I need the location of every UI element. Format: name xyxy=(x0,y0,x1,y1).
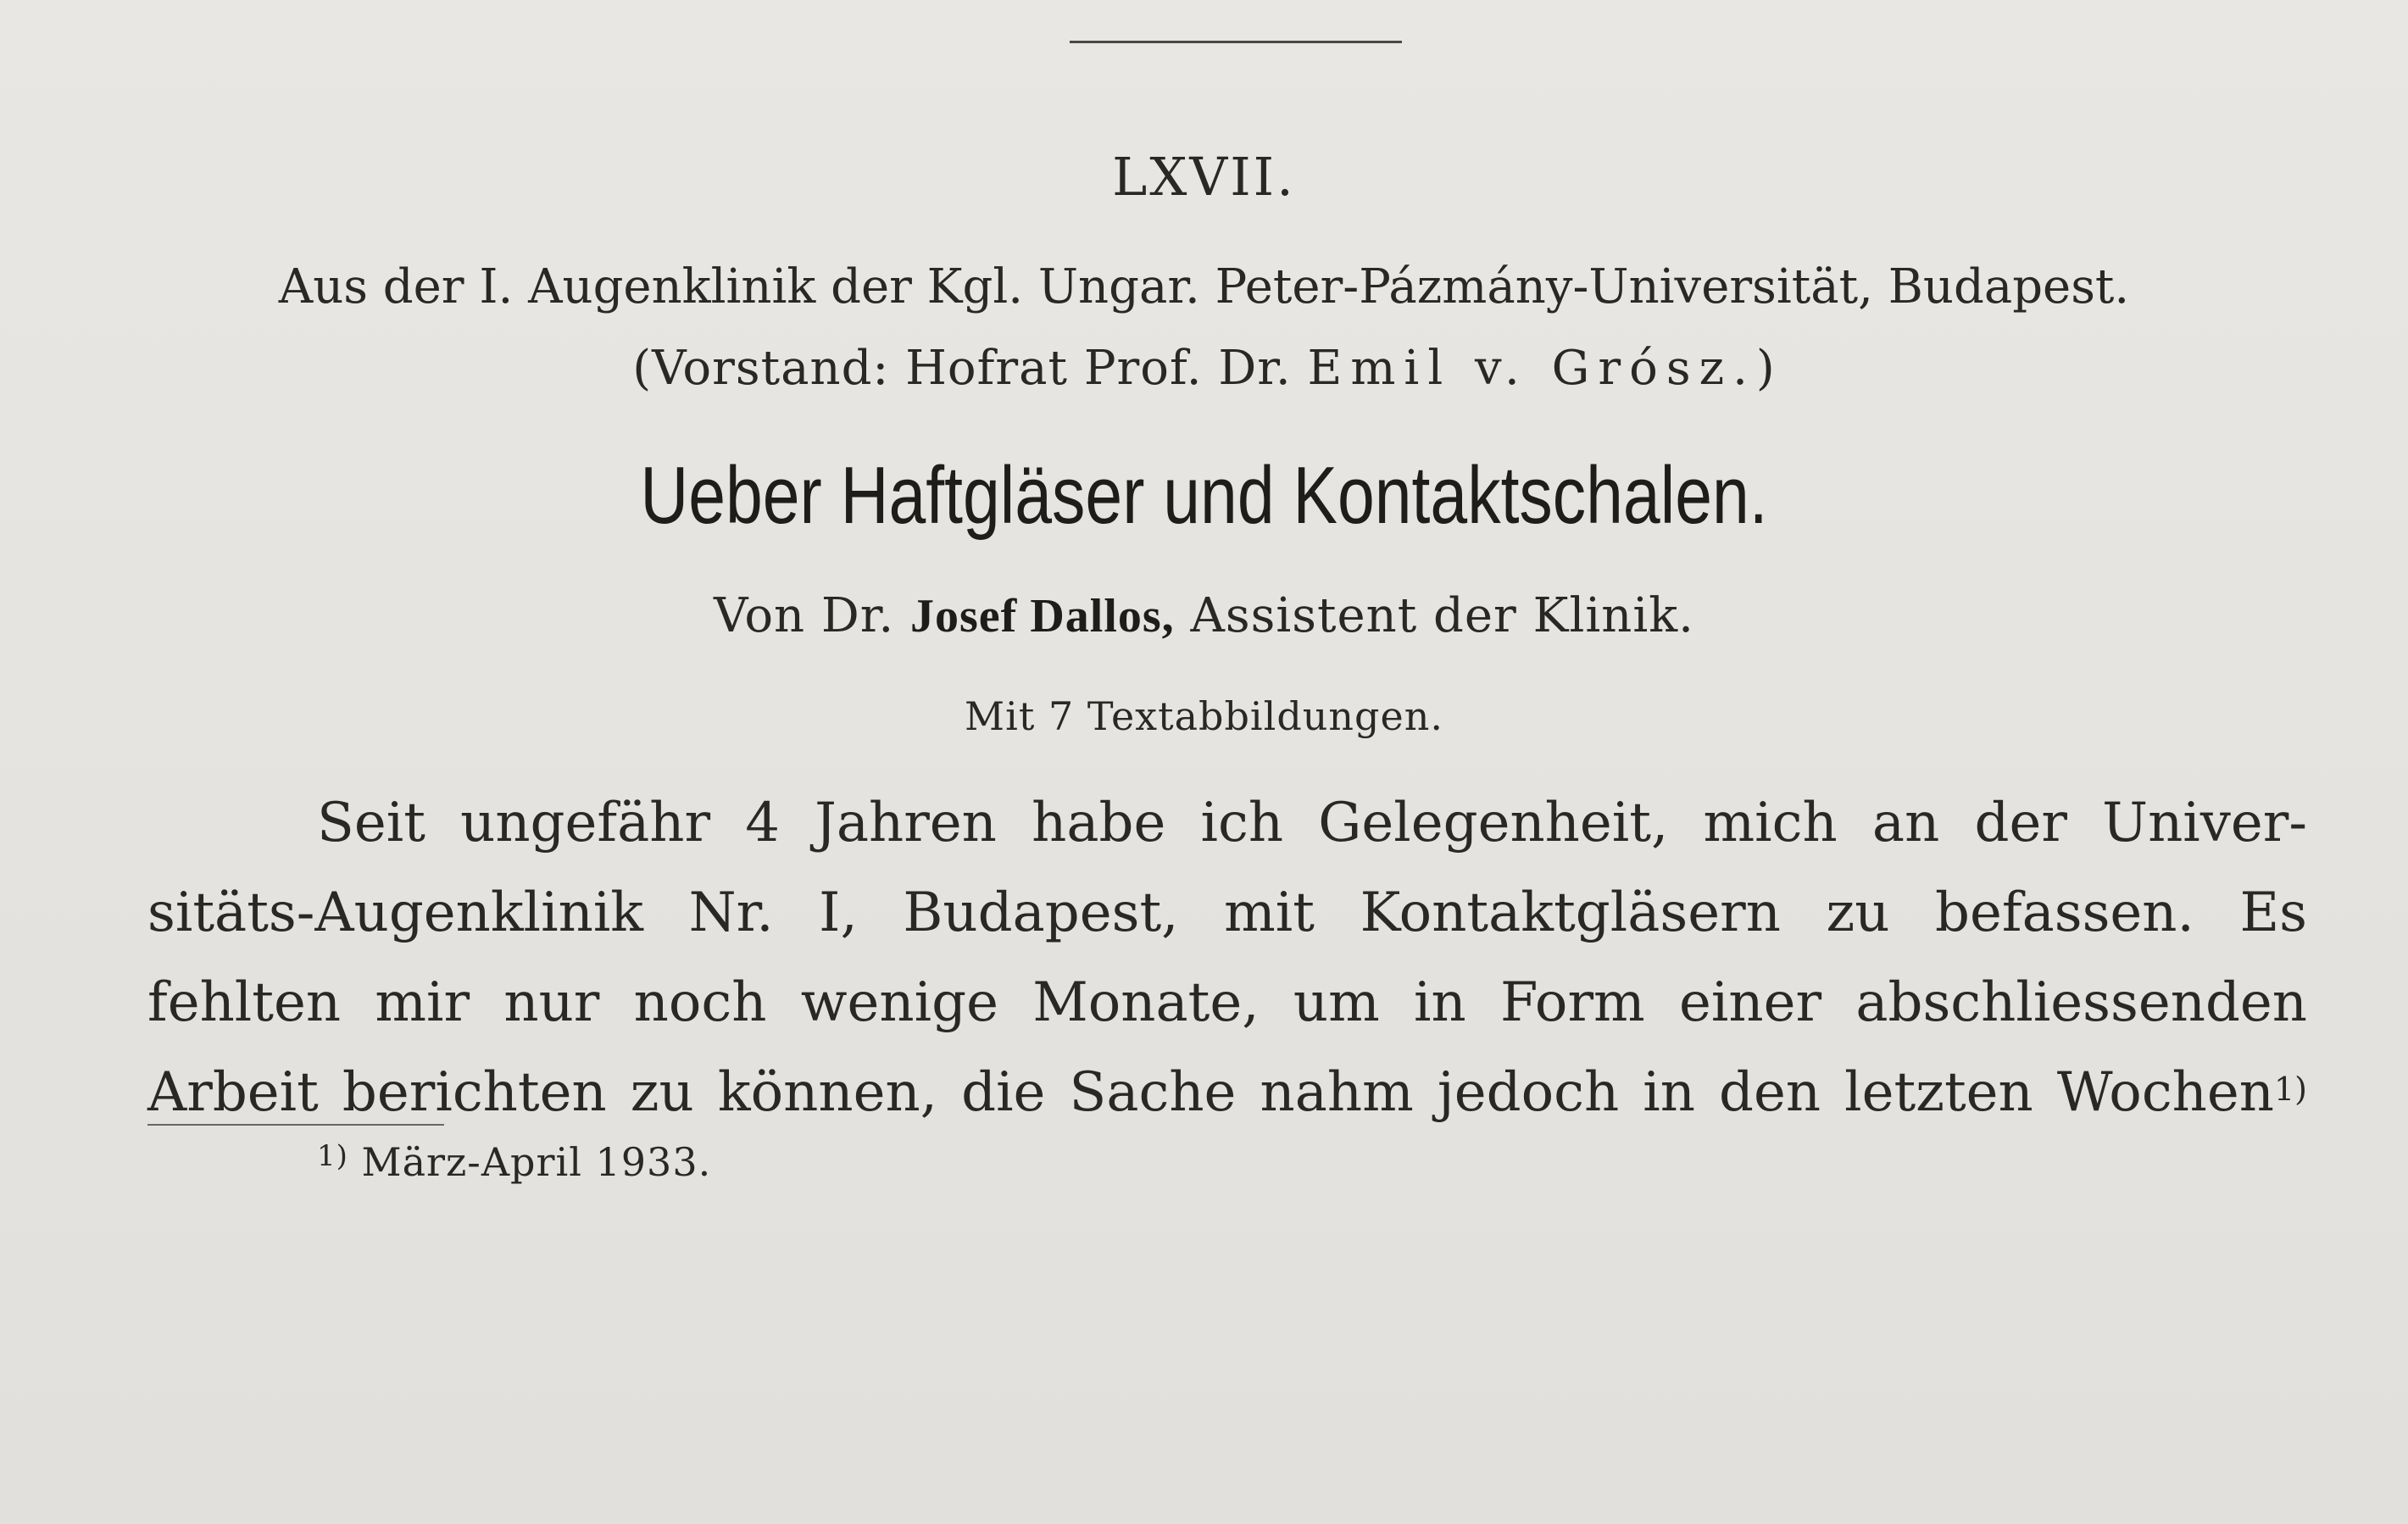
body-line: sitäts-Augenklinik Nr. I, Budapest, mit Kontaktgläsern zu befassen. Es xyxy=(147,882,2307,944)
institution-line: Aus der I. Augenklinik der Kgl. Ungar. Peter-Pázmány-Universität, Budapest. xyxy=(278,259,2130,314)
top-rule xyxy=(1070,41,1402,43)
article-number: LXVII. xyxy=(1112,146,1296,208)
author-name: Josef Dallos, xyxy=(910,590,1175,642)
director-line xyxy=(0,341,2408,396)
body-line: fehlten mir nur noch wenige Monate, um in Form einer abschliessenden xyxy=(147,971,2307,1034)
body-line-text: Arbeit berichten zu können, die Sache nahm jedoch in den letzten Wochen xyxy=(147,1061,2274,1124)
article-title: Ueber Haftgläser und Kontaktschalen. xyxy=(640,450,1768,541)
body-line: Seit ungefähr 4 Jahren habe ich Gelegenheit, mich an der Univer- xyxy=(317,792,2307,854)
footnote-text: März-April 1933. xyxy=(348,1139,712,1185)
director-suffix: ) xyxy=(1755,341,1776,396)
footnote-reference: 1) xyxy=(2273,1071,2307,1108)
byline-prefix: Von Dr. xyxy=(714,588,911,643)
byline-suffix: Assistent der Klinik. xyxy=(1174,588,1694,643)
director-prefix: (Vorstand: Hofrat Prof. Dr. xyxy=(632,341,1308,396)
body-line-last xyxy=(147,1048,2307,1137)
director-name: Emil v. Grósz. xyxy=(1307,341,1756,396)
byline xyxy=(0,588,2408,643)
body-paragraph xyxy=(147,778,2307,1137)
figures-note: Mit 7 Textabbildungen. xyxy=(965,693,1443,739)
footnote-rule xyxy=(147,1124,444,1126)
footnote xyxy=(317,1139,711,1185)
footnote-marker: 1) xyxy=(317,1139,348,1173)
